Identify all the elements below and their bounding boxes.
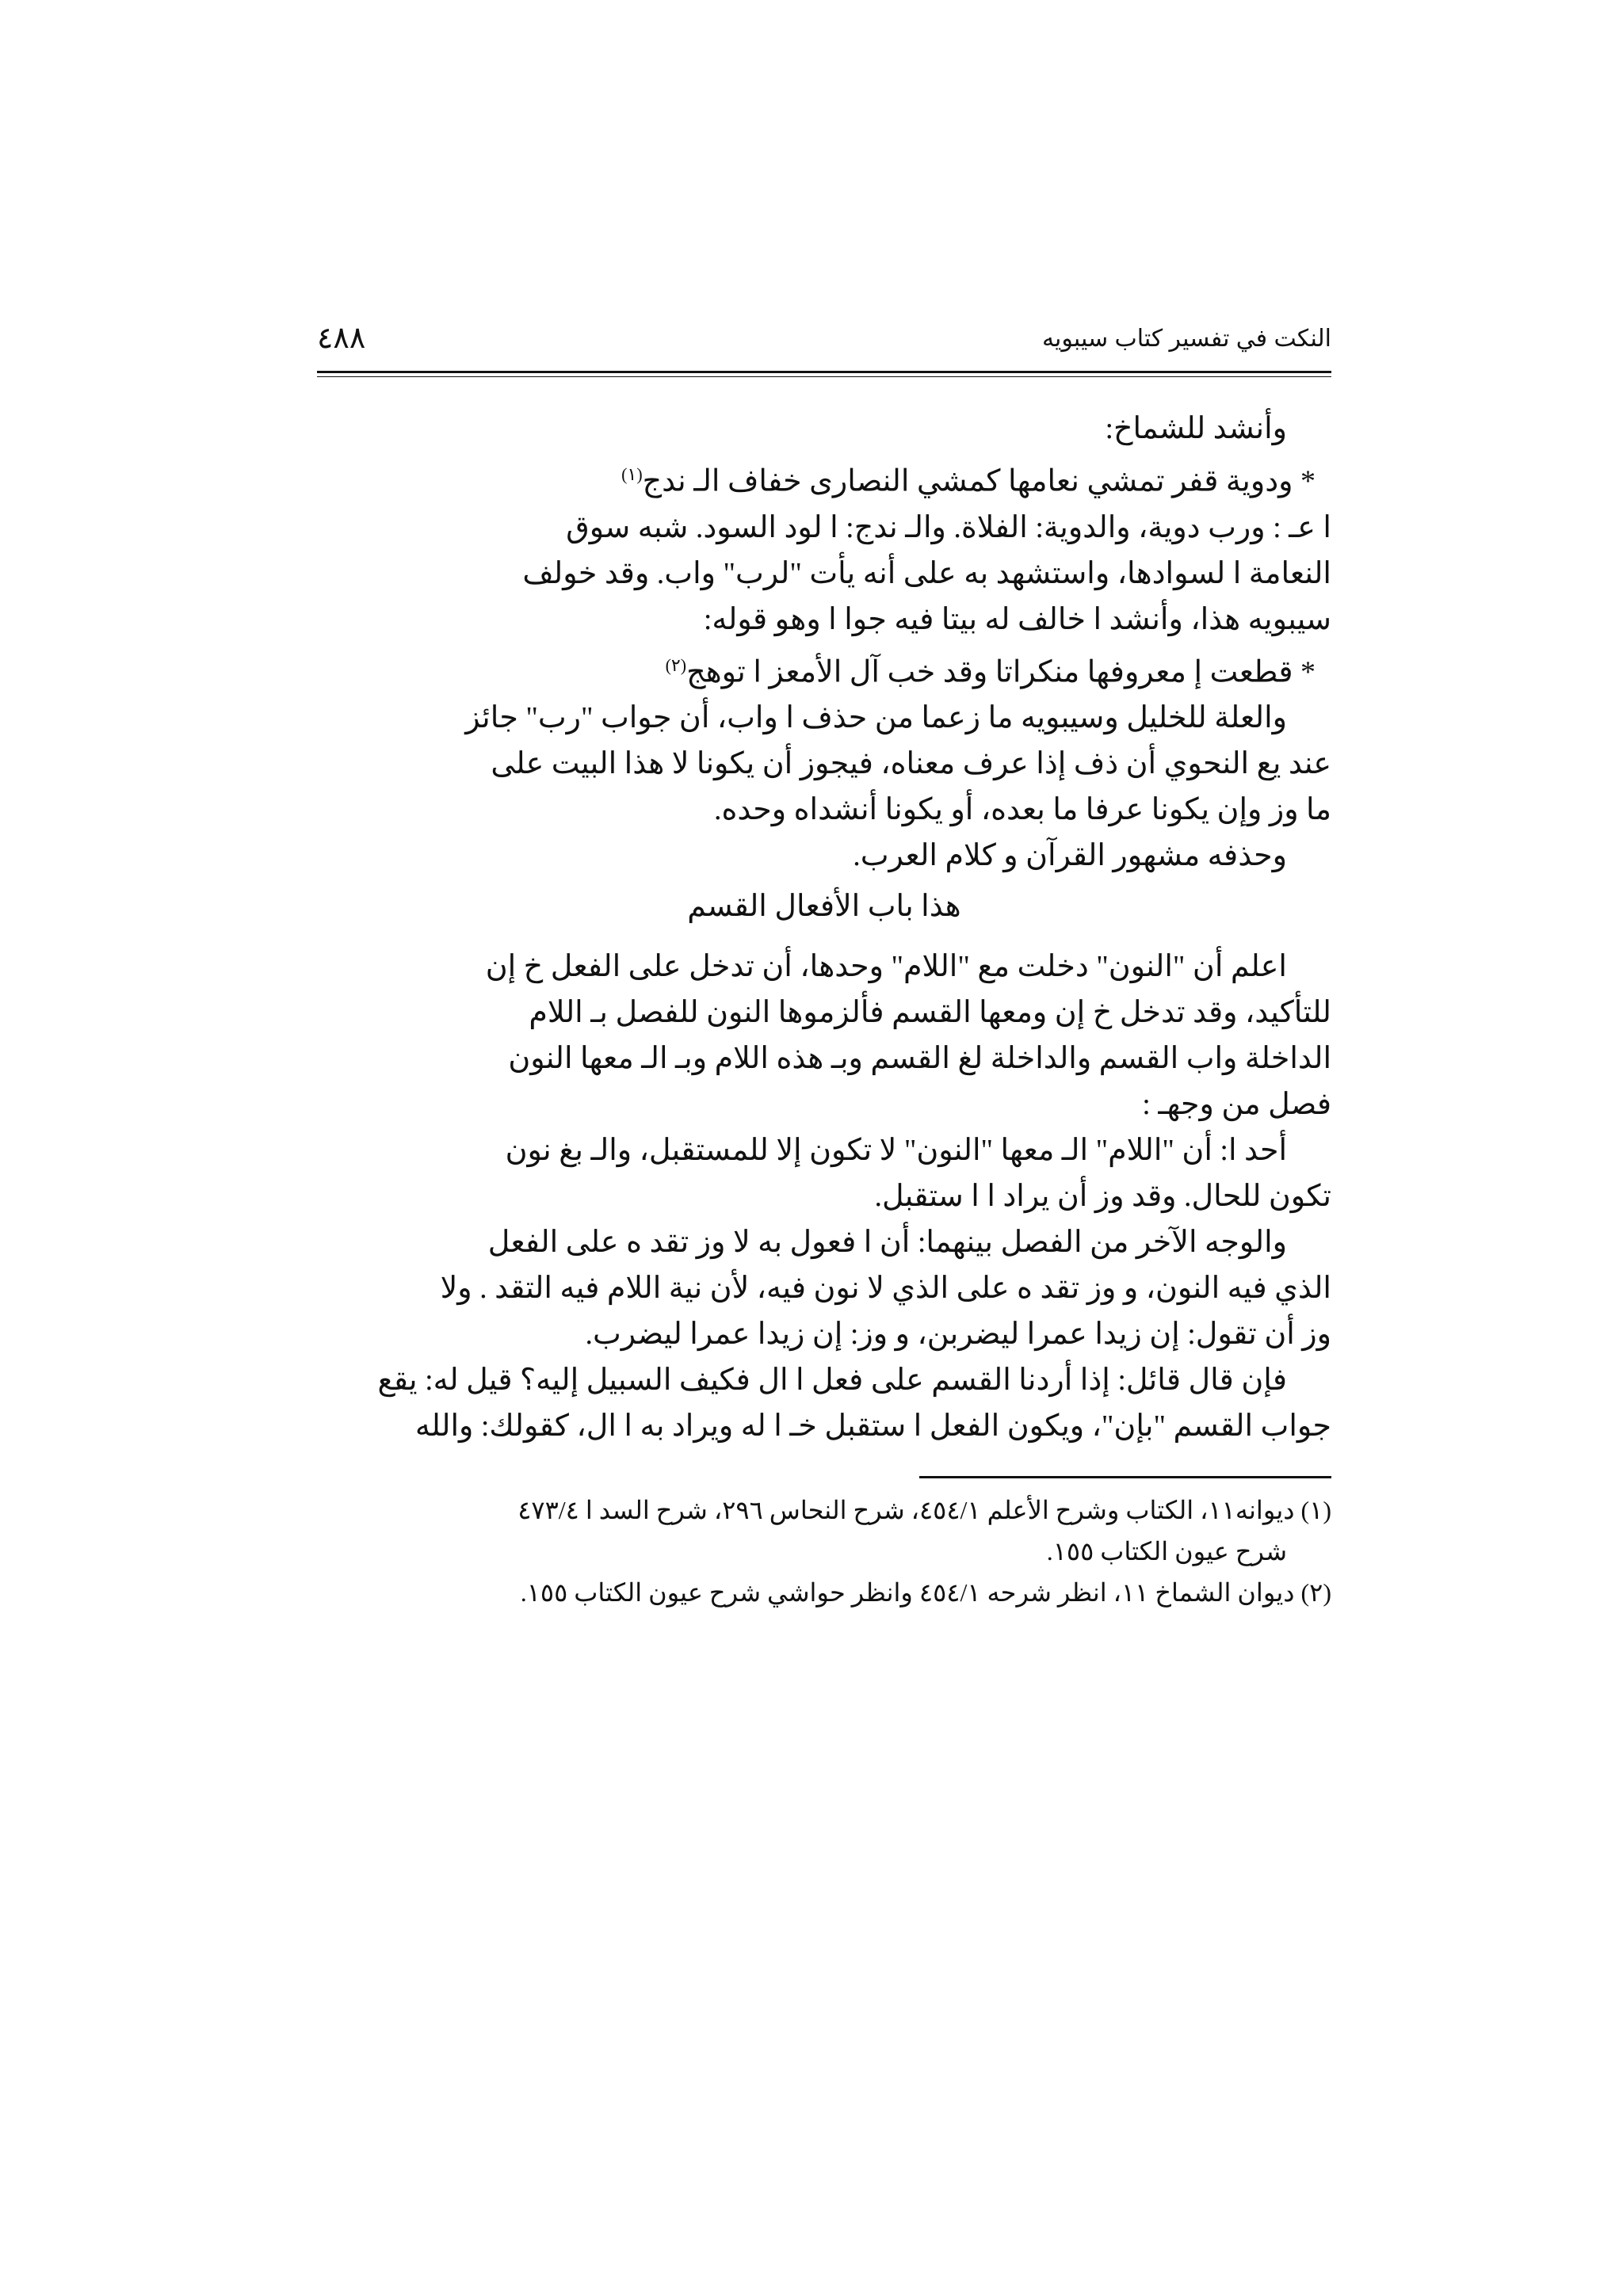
header-rule [317,371,1331,377]
text-line: سيبويه هذا، وأنشد ا خالف له بيتا فيه جوا ا وهو قوله: [703,602,1331,636]
footnotes [317,1489,1331,1613]
text-line: الداخلة واب القسم والداخلة لغ القسم وبـ هذه اللام وبـ الـ معها النون [508,1042,1331,1076]
verse-line [317,643,1331,696]
footnote-1-continued: شرح عيون الكتاب ١٥٥. [1046,1537,1287,1566]
main-text [317,406,1331,1449]
text-line: ا عـ : ورب دوية، والدوية: الفلاة. والـ ندج: ا لود السود. شبه سوق [566,510,1331,544]
verse-text: * ودوية قفر تمشي نعامها كمشي النصارى خفاف الـ ندج [642,464,1316,498]
verse-text: * قطعت إ معروفها منكراتا وقد خب آل الأمعز ا توهج [686,655,1316,689]
text-line: ما وز وإن يكونا عرفا ما بعده، أو يكونا أنشداه وحده. [713,793,1331,827]
text-line: وز أن تقول: إن زيدا عمرا ليضربن، و وز: إن زيدا عمرا ليضرب. [585,1318,1331,1352]
text-line: عند يع النحوي أن ذف إذا عرف معناه، فيجوز أن يكونا لا هذا البيت على [491,747,1331,781]
text-line: فصل من وجهـ : [1142,1088,1331,1122]
running-title: النكت في تفسير كتاب سيبويه [1041,326,1331,352]
book-page [317,317,1331,1613]
text-line: النعامة ا لسوادها، واستشهد به على أنه يأت "لرب" واب. وقد خولف [522,556,1331,590]
text-line: اعلم أن "النون" دخلت مع "اللام" وحدها، أن تدخل على الفعل خ إن [485,950,1287,984]
text-line: فإن قال قائل: إذا أردنا القسم على فعل ا ال فكيف السبيل إليه؟ قيل له: يقع [377,1363,1287,1398]
text-line: وأنشد للشماخ: [1105,412,1287,445]
verse-line [317,452,1331,505]
section-title: هذا باب الأفعال القسم [687,890,961,924]
text-line: الذي فيه النون، و وز تقد ه على الذي لا نون فيه، لأن نية اللام فيه التقد . ولا [440,1272,1331,1306]
text-line: وحذفه مشهور القرآن و كلام العرب. [853,839,1287,873]
footnote-mark[interactable]: (١) [621,464,643,484]
text-line: والعلة للخليل وسيبويه ما زعما من حذف ا واب، أن جواب "رب" جائز [465,701,1287,735]
footnote-rule [919,1476,1331,1478]
footnote-2: (٢) ديوان الشماخ ١١، انظر شرحه ٤٥٤/١ وانظر حواشي شرح عيون الكتاب ١٥٥. [520,1578,1331,1608]
footnote-mark[interactable]: (٢) [665,654,687,675]
text-line: أحد ا: أن "اللام" الـ معها "النون" لا تكون إلا للمستقبل، والـ بغ نون [505,1134,1287,1168]
text-line: والوجه الآخر من الفصل بينهما: أن ا فعول به لا وز تقد ه على الفعل [487,1226,1287,1260]
footnote-1: (١) ديوانه١١، الكتاب وشرح الأعلم ٤٥٤/١، شرح النحاس ٢٩٦، شرح السد ا ٤٧٣/٤ [517,1496,1331,1525]
page-number: ٤٨٨ [317,322,366,355]
text-line: تكون للحال. وقد وز أن يراد ا ا ستقبل. [874,1180,1331,1214]
text-line: للتأكيد، وقد تدخل خ إن ومعها القسم فألزموها النون للفصل بـ اللام [529,996,1331,1030]
running-header [317,317,1331,364]
text-line: جواب القسم "بإن"، ويكون الفعل ا ستقبل خـ ا له ويراد به ا ال، كقولك: والله [414,1409,1331,1444]
